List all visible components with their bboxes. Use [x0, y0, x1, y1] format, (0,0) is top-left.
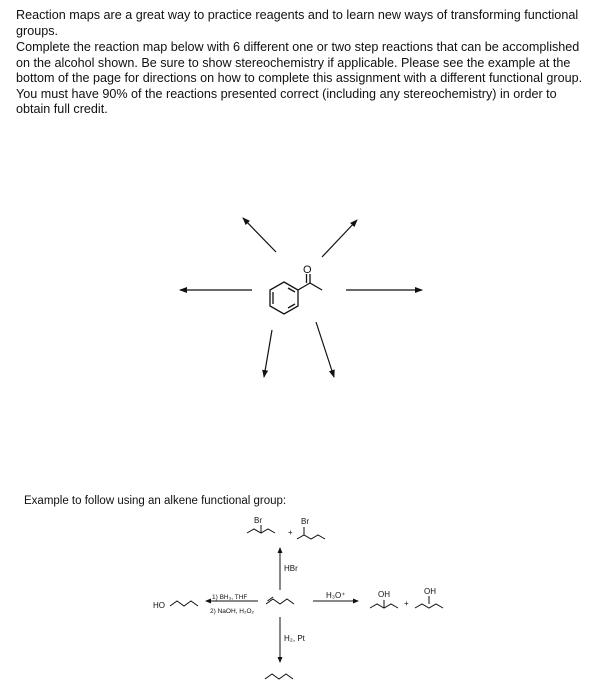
- plus-sign: +: [288, 528, 293, 537]
- intro-paragraph: Reaction maps are a great way to practice reagents and to learn new ways of transforming functional groups.: [16, 8, 579, 38]
- alcohol-chain: [170, 601, 198, 606]
- product-alcohol-chain: [415, 604, 443, 608]
- oh-label: OH: [378, 590, 390, 599]
- alkane-chain: [265, 674, 293, 679]
- product-anti-markovnikov-chain: [297, 535, 325, 539]
- br-label: Br: [301, 517, 309, 526]
- alkene-chain: [266, 599, 294, 604]
- reagent-hbr: HBr: [284, 564, 298, 573]
- reagent-hydrogenation: H₂, Pt: [284, 634, 305, 643]
- reagent-hydroboration-step1: 1) BH₃, THF: [212, 594, 248, 601]
- example-label: Example to follow using an alkene functional group:: [24, 495, 287, 507]
- reagent-acid: H₃O⁺: [326, 591, 346, 600]
- reagent-hydroboration-step2: 2) NaOH, H₂O₂: [210, 608, 255, 615]
- oh-label: OH: [424, 587, 436, 596]
- plus-sign: +: [404, 599, 409, 608]
- ho-label: HO: [153, 601, 165, 610]
- instructions-paragraph: Complete the reaction map below with 6 different one or two step reactions that can be accomplished on the alcohol shown. Be sure to show stereochemistry if applicable. Please see the example at the bottom of the page for directions on how to complete this assignment with a different functional group. You must have 90% of the reactions presented correct (including any stereochemistry) in order to obtain full credit.: [16, 40, 583, 117]
- carbonyl-oxygen: O: [303, 264, 312, 276]
- br-label: Br: [254, 516, 262, 525]
